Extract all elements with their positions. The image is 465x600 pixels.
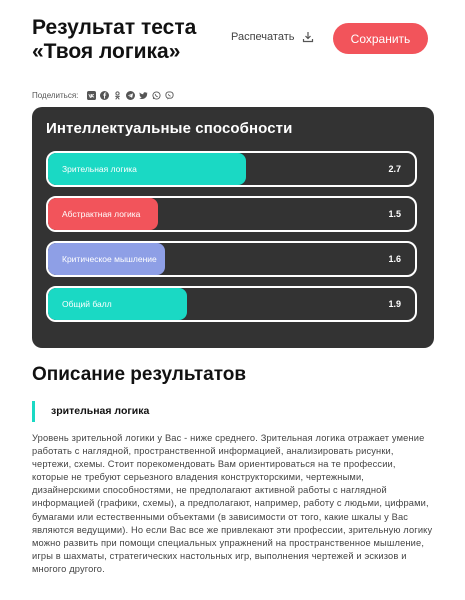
result-bar-abstract-logic xyxy=(46,196,417,232)
description-subtitle: зрительная логика xyxy=(32,401,149,422)
result-bar-label: Общий балл xyxy=(62,299,112,309)
result-bar-label: Зрительная логика xyxy=(62,164,137,174)
viber-icon[interactable] xyxy=(165,91,174,100)
vk-icon[interactable] xyxy=(87,91,96,100)
results-title: Интеллектуальные способности xyxy=(46,120,293,137)
result-bar-value: 1.6 xyxy=(388,254,401,264)
header xyxy=(32,14,442,64)
share-label: Поделиться: xyxy=(32,91,79,100)
save-button[interactable]: Сохранить xyxy=(333,23,428,54)
description-title: Описание результатов xyxy=(32,364,247,385)
result-bar-visual-logic xyxy=(46,151,417,187)
result-bar-total-score xyxy=(46,286,417,322)
print-label: Распечатать xyxy=(231,31,295,43)
result-bar-value: 2.7 xyxy=(388,164,401,174)
page-title-line2: «Твоя логика» xyxy=(32,40,181,63)
results-card xyxy=(32,107,434,348)
result-bar-critical-thinking xyxy=(46,241,417,277)
twitter-icon[interactable] xyxy=(139,91,148,100)
result-bar-value: 1.5 xyxy=(388,209,401,219)
telegram-icon[interactable] xyxy=(126,91,135,100)
result-bar-label: Абстрактная логика xyxy=(62,209,141,219)
print-button[interactable] xyxy=(231,31,314,43)
page-title xyxy=(32,16,232,64)
share-bar xyxy=(32,91,174,100)
facebook-icon[interactable] xyxy=(100,91,109,100)
result-bar-label: Критическое мышление xyxy=(62,254,157,264)
odnoklassniki-icon[interactable] xyxy=(113,91,122,100)
page-title-line1: Результат теста xyxy=(32,16,197,39)
download-icon xyxy=(302,31,314,43)
result-bar-value: 1.9 xyxy=(388,299,401,309)
whatsapp-icon[interactable] xyxy=(152,91,161,100)
description-text: Уровень зрительной логики у Вас - ниже среднего. Зрительная логика отражает умение работать с наглядной, пространственной информацией, анализировать рисунки, чертежи, схемы. Стоит порекомендовать Вам ориентироваться на те профессии, которые не требуют серьезного владения конструкторскими, чертежными, дизайнерскими способностями, не предполагают активной работы с наглядной информацией (графики, схемы), а предполагают, например, работу с людьми, цифрами, бумагами или естественными объектами (в зависимости от того, какие шкалы у Вас являются ведущими). Но если Вас все же привлекают эти профессии, зрительную логику можно развить при помощи специальных упражнений на пространственное мышление, игры в шахматы, стратегических настольных игр, выполнения чертежей и эскизов и многого другого. xyxy=(32,433,433,574)
